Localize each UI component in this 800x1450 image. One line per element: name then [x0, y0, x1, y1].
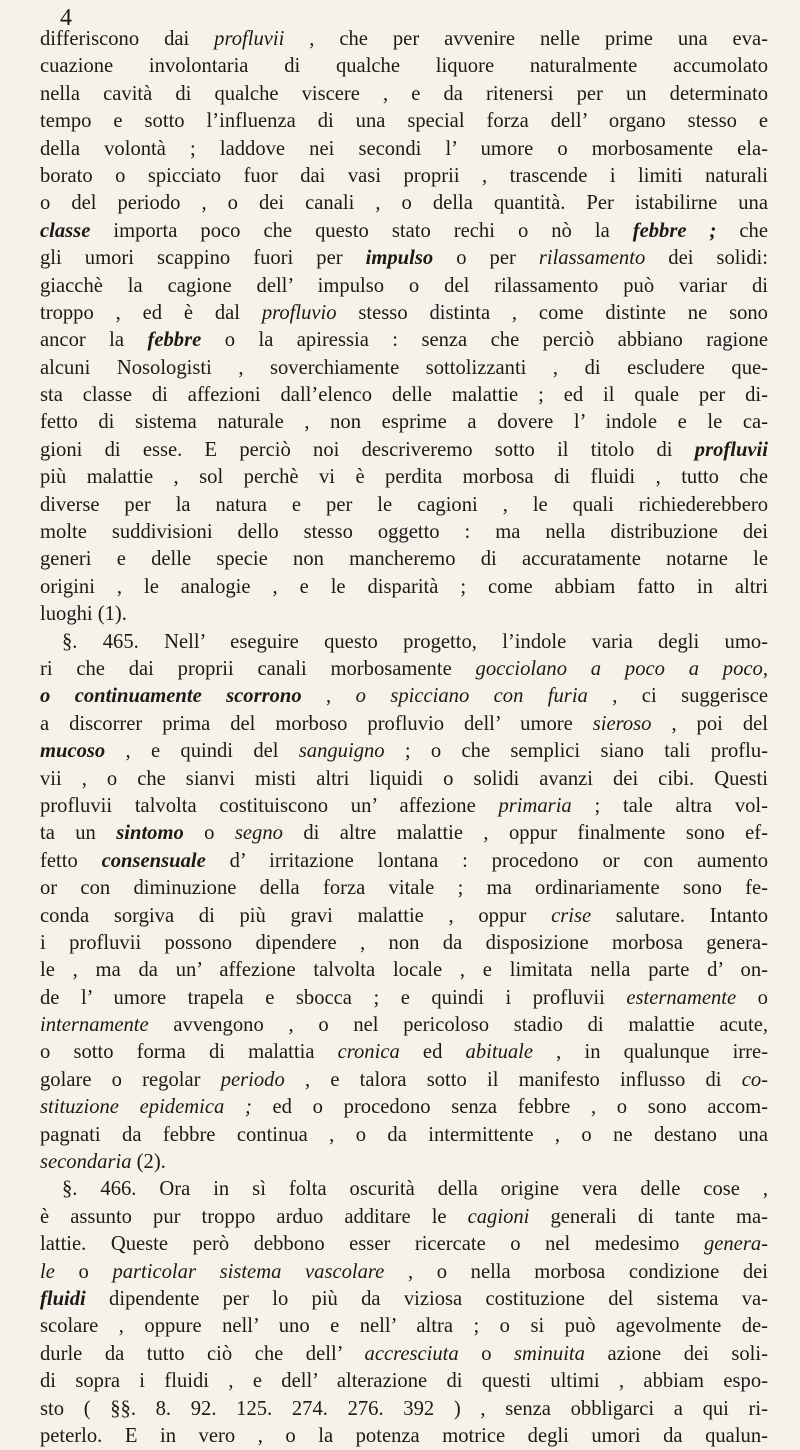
text-line	[40, 1122, 768, 1149]
text-line	[40, 1259, 768, 1286]
text-segment: sta classe di affezioni dall’elenco delle malattie ; ed il quale per di-	[40, 384, 768, 407]
text-segment: , in qualunque irre-	[533, 1041, 768, 1064]
emphasized-text: periodo	[220, 1068, 285, 1091]
text-line	[40, 711, 768, 738]
text-line	[40, 1231, 768, 1258]
text-segment: , o nella morbosa condizione dei	[384, 1260, 768, 1283]
text-segment: stesso distinta , come distinte ne sono	[336, 301, 768, 324]
emphasized-text: o spicciano con furia	[355, 685, 588, 708]
text-segment: ; o che semplici siano tali proflu-	[384, 740, 768, 763]
text-segment: diverse per la natura e per le cagioni , le quali richiederebbero	[40, 493, 768, 516]
emphasized-text: abituale	[465, 1041, 534, 1064]
text-line	[40, 1149, 768, 1176]
text-segment: conda sorgiva di più gravi malattie , oppur	[40, 904, 552, 927]
text-line	[40, 519, 768, 546]
text-segment: borato o spicciato fuor dai vasi proprii , trascende i limiti naturali	[40, 164, 768, 187]
text-segment: fetto di sistema naturale , non esprime a dovere l’ indole e le ca-	[40, 411, 768, 434]
text-segment: avvengono , o nel pericoloso stadio di malattie acute,	[148, 1014, 768, 1037]
emphasized-text: fluidi	[40, 1287, 86, 1310]
text-line	[40, 26, 768, 53]
text-line	[40, 574, 768, 601]
text-segment: ,	[301, 685, 356, 708]
text-segment: vii , o che sianvi misti altri liquidi o solidi avanzi dei cibi. Questi	[40, 767, 768, 790]
text-segment: durle da tutto ciò che dell’	[40, 1342, 365, 1365]
text-segment: o del periodo , o dei canali , o della quantità. Per istabilirne una	[40, 192, 768, 215]
text-line	[40, 930, 768, 957]
emphasized-text: stituzione epidemica ;	[40, 1096, 252, 1119]
text-segment: de l’ umore trapela e sbocca ; e quindi i profluvii	[40, 986, 627, 1009]
text-segment: golare o regolar	[40, 1068, 221, 1091]
emphasized-text: accresciuta	[364, 1342, 459, 1365]
text-segment: le , ma da un’ affezione talvolta locale , e limitata nella parte d’ on-	[40, 959, 768, 982]
text-segment: §. 466. Ora in sì folta oscurità della origine vera delle cose ,	[62, 1178, 768, 1201]
text-segment: azione dei soli-	[584, 1342, 768, 1365]
text-line	[40, 848, 768, 875]
text-line	[40, 53, 768, 80]
text-line	[40, 875, 768, 902]
text-segment: generi e delle specie non mancheremo di accuratamente notarne le	[40, 548, 768, 571]
text-segment: dipendente per lo più da viziosa costituzione del sistema va-	[85, 1287, 768, 1310]
emphasized-text: sintomo	[116, 822, 184, 845]
text-line	[40, 273, 768, 300]
text-segment: scolare , oppure nell’ uno e nell’ altra ; o si può agevolmente de-	[40, 1315, 768, 1338]
text-segment: gli umori scappino fuori per	[40, 247, 366, 270]
text-segment: tempo e sotto l’influenza di una special forza dell’ organo stesso e	[40, 110, 768, 133]
text-line	[40, 1286, 768, 1313]
text-segment: sto ( §§. 8. 92. 125. 274. 276. 392 ) , senza obbligarci a qui ri-	[40, 1397, 768, 1420]
text-segment: gioni di esse. E perciò noi descriveremo sotto il titolo di	[40, 438, 695, 461]
text-segment: o	[183, 822, 235, 845]
emphasized-text: primaria	[498, 794, 572, 817]
text-line	[40, 1341, 768, 1368]
text-segment: generali di tante ma-	[529, 1205, 768, 1228]
emphasized-text: febbre ;	[632, 219, 717, 242]
text-segment: o sotto forma di malattia	[40, 1041, 338, 1064]
text-segment: ed o procedono senza febbre , o sono accom-	[251, 1096, 768, 1119]
text-segment: d’ irritazione lontana : procedono or con aumento	[205, 849, 768, 872]
text-line	[40, 793, 768, 820]
text-segment: differiscono dai	[40, 28, 215, 50]
text-segment: importa poco che questo stato rechi o nò la	[90, 219, 633, 242]
emphasized-text: gocciolano a poco a poco	[475, 657, 763, 680]
emphasized-text: cronica	[337, 1041, 400, 1064]
text-line	[40, 738, 768, 765]
text-segment: , e quindi del	[105, 740, 299, 763]
text-line	[40, 656, 768, 683]
text-segment: lattie. Queste però debbono esser ricercate o nel medesimo	[40, 1233, 704, 1256]
text-segment: o	[54, 1260, 113, 1283]
text-segment: ed	[399, 1041, 466, 1064]
text-segment: della volontà ; laddove nei secondi l’ umore o morbosamente ela-	[40, 137, 768, 160]
text-line	[40, 601, 768, 628]
emphasized-text: genera-	[703, 1233, 768, 1256]
emphasized-text: profluvii	[214, 28, 285, 50]
text-segment: a discorrer prima del morboso profluvio dell’ umore	[40, 712, 593, 735]
text-segment: or con diminuzione della forza vitale ; ma ordinariamente sono fe-	[40, 877, 768, 900]
emphasized-text: internamente	[40, 1014, 149, 1037]
text-line	[40, 327, 768, 354]
text-segment: di sopra i fluidi , e dell’ alterazione di questi ultimi , abbiam espo-	[40, 1370, 768, 1393]
emphasized-text: crise	[551, 904, 592, 927]
text-line	[40, 957, 768, 984]
text-segment: ancor la	[40, 329, 148, 352]
text-segment: troppo , ed è dal	[40, 301, 262, 324]
text-segment: che	[716, 219, 768, 242]
text-line	[40, 629, 768, 656]
text-line	[40, 136, 768, 163]
text-line	[40, 218, 768, 245]
text-line	[40, 903, 768, 930]
text-segment: ta un	[40, 822, 117, 845]
text-line	[40, 1176, 768, 1203]
text-segment: (2).	[131, 1151, 166, 1174]
text-line	[40, 409, 768, 436]
emphasized-text: le	[40, 1260, 55, 1283]
text-segment: ri che dai proprii canali morbosamente	[40, 657, 476, 680]
text-segment: o	[458, 1342, 514, 1365]
text-segment: , che per avvenire nelle prime una eva-	[284, 28, 768, 50]
emphasized-text: particolar sistema vascolare	[112, 1260, 385, 1283]
text-line	[40, 1423, 768, 1450]
text-segment: o la apiressia : senza che perciò abbiano ragione	[201, 329, 768, 352]
text-segment: alcuni Nosologisti , soverchiamente sottolizzanti , di escludere que-	[40, 356, 768, 379]
text-segment: i profluvii possono dipendere , non da disposizione morbosa genera-	[40, 931, 768, 954]
text-segment: o	[736, 986, 768, 1009]
emphasized-text: o continuamente scorrono	[40, 685, 302, 708]
emphasized-text: cagioni	[467, 1205, 530, 1228]
text-segment: , e talora sotto il manifesto influsso di	[284, 1068, 742, 1091]
text-line	[40, 492, 768, 519]
text-segment: salutare. Intanto	[591, 904, 768, 927]
text-segment: §. 465. Nell’ eseguire questo progetto, l’indole varia degli umo-	[62, 630, 768, 653]
text-line	[40, 1396, 768, 1423]
text-line	[40, 985, 768, 1012]
emphasized-text: mucoso	[40, 740, 106, 763]
text-segment: cuazione involontaria di qualche liquore naturalmente accumolato	[40, 55, 768, 78]
page-number: 4	[60, 5, 72, 31]
emphasized-text: classe	[40, 219, 91, 242]
emphasized-text: segno	[234, 822, 283, 845]
text-segment: , ci suggerisce	[587, 685, 768, 708]
text-line	[40, 1204, 768, 1231]
emphasized-text: impulso	[365, 247, 434, 270]
text-segment: o per	[433, 247, 539, 270]
text-segment: luoghi (1).	[40, 603, 127, 626]
emphasized-text: rilassamento	[538, 247, 646, 270]
text-line	[40, 190, 768, 217]
text-line	[40, 820, 768, 847]
emphasized-text: co-	[741, 1068, 768, 1091]
text-line	[40, 683, 768, 710]
text-line	[40, 355, 768, 382]
text-segment: peterlo. E in vero , o la potenza motrice degli umori da qualun-	[40, 1424, 768, 1447]
text-line	[40, 382, 768, 409]
emphasized-text: profluvio	[261, 301, 337, 324]
text-line	[40, 546, 768, 573]
text-line	[40, 300, 768, 327]
text-segment: profluvii talvolta costituiscono un’ affezione	[40, 794, 499, 817]
text-line	[40, 1039, 768, 1066]
text-segment: dei solidi:	[645, 247, 768, 270]
text-line	[40, 464, 768, 491]
text-segment: pagnati da febbre continua , o da intermittente , o ne destano una	[40, 1123, 768, 1146]
emphasized-text: consensuale	[101, 849, 206, 872]
emphasized-text: sieroso	[592, 712, 652, 735]
text-line	[40, 163, 768, 190]
text-segment: di altre malattie , oppur finalmente sono ef-	[282, 822, 768, 845]
text-line	[40, 108, 768, 135]
text-line	[40, 1094, 768, 1121]
text-line	[40, 437, 768, 464]
text-line	[40, 1313, 768, 1340]
text-segment: giacchè la cagione dell’ impulso o del rilassamento può variar di	[40, 274, 768, 297]
text-segment: più malattie , sol perchè vi è perdita morbosa di fluidi , tutto che	[40, 466, 768, 489]
text-line	[40, 1368, 768, 1395]
text-segment: ,	[762, 657, 768, 680]
text-line	[40, 1067, 768, 1094]
text-line	[40, 245, 768, 272]
emphasized-text: secondaria	[40, 1151, 132, 1174]
text-line	[40, 766, 768, 793]
text-segment: , poi del	[651, 712, 768, 735]
body-text	[40, 26, 768, 1450]
text-segment: ; tale altra vol-	[571, 794, 768, 817]
emphasized-text: profluvii	[694, 438, 768, 461]
text-segment: è assunto pur troppo arduo additare le	[40, 1205, 468, 1228]
text-line	[40, 81, 768, 108]
text-segment: nella cavità di qualche viscere , e da ritenersi per un determinato	[40, 82, 768, 105]
emphasized-text: sminuita	[514, 1342, 585, 1365]
text-segment: origini , le analogie , e le disparità ; come abbiam fatto in altri	[40, 575, 768, 598]
text-segment: molte suddivisioni dello stesso oggetto : ma nella distribuzione dei	[40, 521, 768, 544]
text-line	[40, 1012, 768, 1039]
emphasized-text: sanguigno	[298, 740, 385, 763]
text-segment: fetto	[40, 849, 102, 872]
emphasized-text: esternamente	[626, 986, 737, 1009]
emphasized-text: febbre	[147, 329, 202, 352]
